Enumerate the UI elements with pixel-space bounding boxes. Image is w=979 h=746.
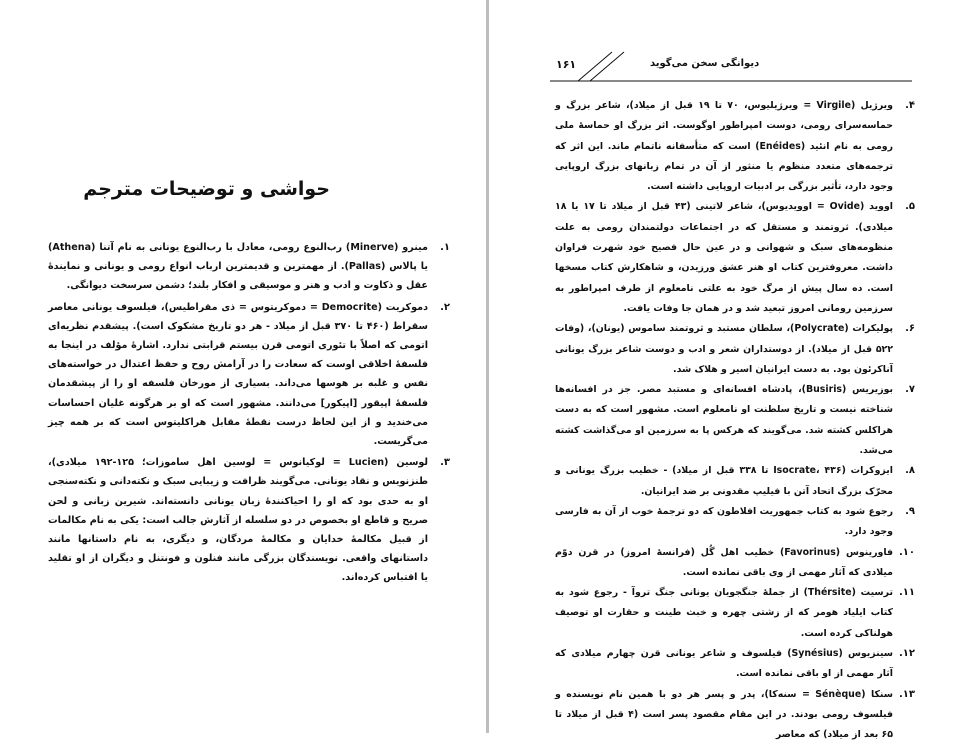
note-number: ۱۳.: [898, 688, 915, 700]
note-text: ویرژیل (Virgile = ویرژیلیوس، ۷۰ تا ۱۹ قبل از میلاد)، شاعر بزرگ و حماسه‌سرای رومی، دوست امپراطور اوگوست. اثر بزرگ او حماسهٔ ملی رومی به نام انئید (Enéides) است که متأسفانه ناتمام ماند. این اثر که ترجمه‌های متعدد منظوم یا منثور از آن در تمام زبانهای بزرگ اروپایی وجود دارد، تأثیر بزرگی بر ادبیات اروپایی داشته است.: [555, 100, 893, 193]
note-5: [555, 197, 915, 319]
note-number: ۳.: [440, 457, 450, 469]
note-text: سینزیوس (Synésius) فیلسوف و شاعر یونانی قرن چهارم میلادی که آثار مهمی از او باقی نمانده است.: [555, 648, 893, 680]
left-notes: [48, 238, 450, 588]
note-4: [555, 96, 915, 197]
note-10: [555, 543, 915, 584]
right-notes: [555, 96, 915, 746]
note-text: ترسیت (Thérsite) از جملهٔ جنگجویان یونانی جنگ تروآ - رجوع شود به کتاب ایلیاد هومر که از زشتی چهره و خبث طینت و حقارت او توصیف هولناکی کرده است.: [555, 587, 893, 639]
note-text: اووید (Ovide = اوویدیوس)، شاعر لاتینی (۴۳ قبل از میلاد تا ۱۷ یا ۱۸ میلادی). ثروتمند و مستقل که در اجتماعات دولتمندان رومی به علت منظومه‌های سبک و شهوانی و در عین حال فصیح خود شهرت فراوان داشت. معروفترین کتاب او هنر عشق ورزیدن، و شاهکارش کتاب مسخها است. ده سال پیش از مرگ خود به علتی نامعلوم از طرف امپراطور به سرزمین رومانی امروز تبعید شد و در همان جا وفات یافت.: [555, 201, 893, 314]
page-number: ۱۶۱: [556, 58, 577, 71]
note-3: [48, 453, 450, 587]
note-text: سنکا (Sénèque = سنه‌کا)، پدر و پسر هر دو با همین نام نویسنده و فیلسوف رومی بودند. در این مقام مقصود پسر است (۴ قبل از میلاد تا ۶۵ بعد از میلاد) که معاصر: [555, 688, 893, 741]
note-6: [555, 319, 915, 380]
section-title: حواشی و توضیحات مترجم: [83, 178, 330, 200]
note-number: ۷.: [905, 384, 915, 396]
running-title: دیوانگی سخن می‌گوید: [650, 58, 760, 69]
note-number: ۶.: [905, 323, 915, 335]
note-number: ۵.: [905, 201, 915, 213]
note-text: بوزیریس (Busiris)، پادشاه افسانه‌ای و مستبد مصر. جز در افسانه‌ها شناخته نیست و تاریخ سلطنت او نامعلوم است. مشهور است که به دست هراکلس کشته شد. می‌گویند که هرکس پا به سرزمین او می‌گذاشت کشته می‌شد.: [555, 384, 893, 457]
note-number: ۱.: [440, 242, 450, 253]
note-number: ۸.: [905, 465, 915, 477]
note-number: ۹.: [905, 505, 915, 517]
note-2: [48, 298, 450, 452]
note-text: لوسین (Lucien = لوکیانوس = لوسین اهل ساموزات؛ ۱۲۵-۱۹۲ میلادی)، طنزنویس و نقاد یونانی. می‌گویند ظرافت و زیبایی سبک و نکته‌دانی و نکته‌سنجی او به حدی بود که او را احیاکنندهٔ زبان یونانی دانسته‌اند. شیرین زبانی و لحن صریح و قاطع او بخصوص در دو سلسله از آثارش جالب است: یکی به نام مکالمات از قبیل مکالمهٔ خدایان و مکالمهٔ مردگان، و دیگری، به نام داستانها مانند داستانهای واقعی. نویسندگان بزرگی مانند فنلون و فونتنل و دیگران از او تقلید یا اقتباس کرده‌اند.: [48, 457, 428, 584]
note-number: ۴.: [905, 100, 915, 111]
note-text: رجوع شود به کتاب جمهوریت افلاطون که دو ترجمهٔ خوب از آن به فارسی وجود دارد.: [555, 505, 893, 538]
note-12: [555, 644, 915, 685]
note-7: [555, 380, 915, 461]
note-text: مینرو (Minerve) رب‌النوع رومی، معادل با رب‌النوع یونانی به نام آتنا (Athena) یا پالاس (Pallas). از مهمترین و قدیمترین ارباب انواع رومی و یونانی و نمایندهٔ عقل و ذکاوت و ادب و هنر و موسیقی و افکار بلند؛ دشمن سرسخت دیوانگی.: [48, 242, 428, 292]
note-text: ایزوکرات (Isocrate، ۴۳۶ تا ۳۳۸ قبل از میلاد) - خطیب بزرگ یونانی و محرّک بزرگ اتحاد آتن با فیلیپ مقدونی بر ضد ایرانیان.: [555, 465, 893, 497]
note-13: [555, 685, 915, 746]
note-text: پولیکرات (Polycrate)، سلطان مستبد و ثروتمند ساموس (یونان)، (وفات ۵۲۲ قبل از میلاد). از دوستداران شعر و ادب و دوست شاعر بزرگ یونانی آناکرئون بود. به دست ایرانیان اسیر و هلاک شد.: [555, 323, 894, 375]
running-header: [550, 50, 912, 84]
note-8: [555, 461, 915, 502]
note-number: ۲.: [440, 301, 450, 313]
note-number: ۱۲.: [898, 648, 915, 660]
note-text: دموکریت (Democrite = دموکریتوس = ذی مقراطیس)، فیلسوف یونانی معاصر سقراط (۴۶۰ تا ۳۷۰ قبل از میلاد - هر دو تاریخ مشکوک است). پیشقدم نظریه‌ای اتومی که اصلاً با تئوری اتومی قرن بیستم قرابتی ندارد. اشارهٔ مؤلف در اینجا به فلسفهٔ اخلاقی اوست که سعادت را در آرامش روح و حفظ اعتدال در خواسته‌های نفس و غلبه بر هوسها می‌داند. بسیاری از مورخان فلسفه او را از پیشقدمان فلسفهٔ اپیقور [اپیکور] می‌دانند. مشهور است که او بر هرگونه غلیان احساسات می‌خندید و از این لحاظ درست نقطهٔ مقابل هراکلیتوس است که بر همه چیز می‌گریست.: [48, 301, 428, 448]
note-number: ۱۱.: [898, 587, 915, 599]
note-11: [555, 583, 915, 644]
note-9: [555, 502, 915, 543]
note-number: ۱۰.: [898, 546, 915, 558]
note-1: [48, 238, 450, 296]
note-text: فاورینوس (Favorinus) خطیب اهل گُل (فرانسهٔ امروز) در قرن دوّم میلادی که آثار مهمی از وی باقی نمانده است.: [555, 546, 894, 578]
